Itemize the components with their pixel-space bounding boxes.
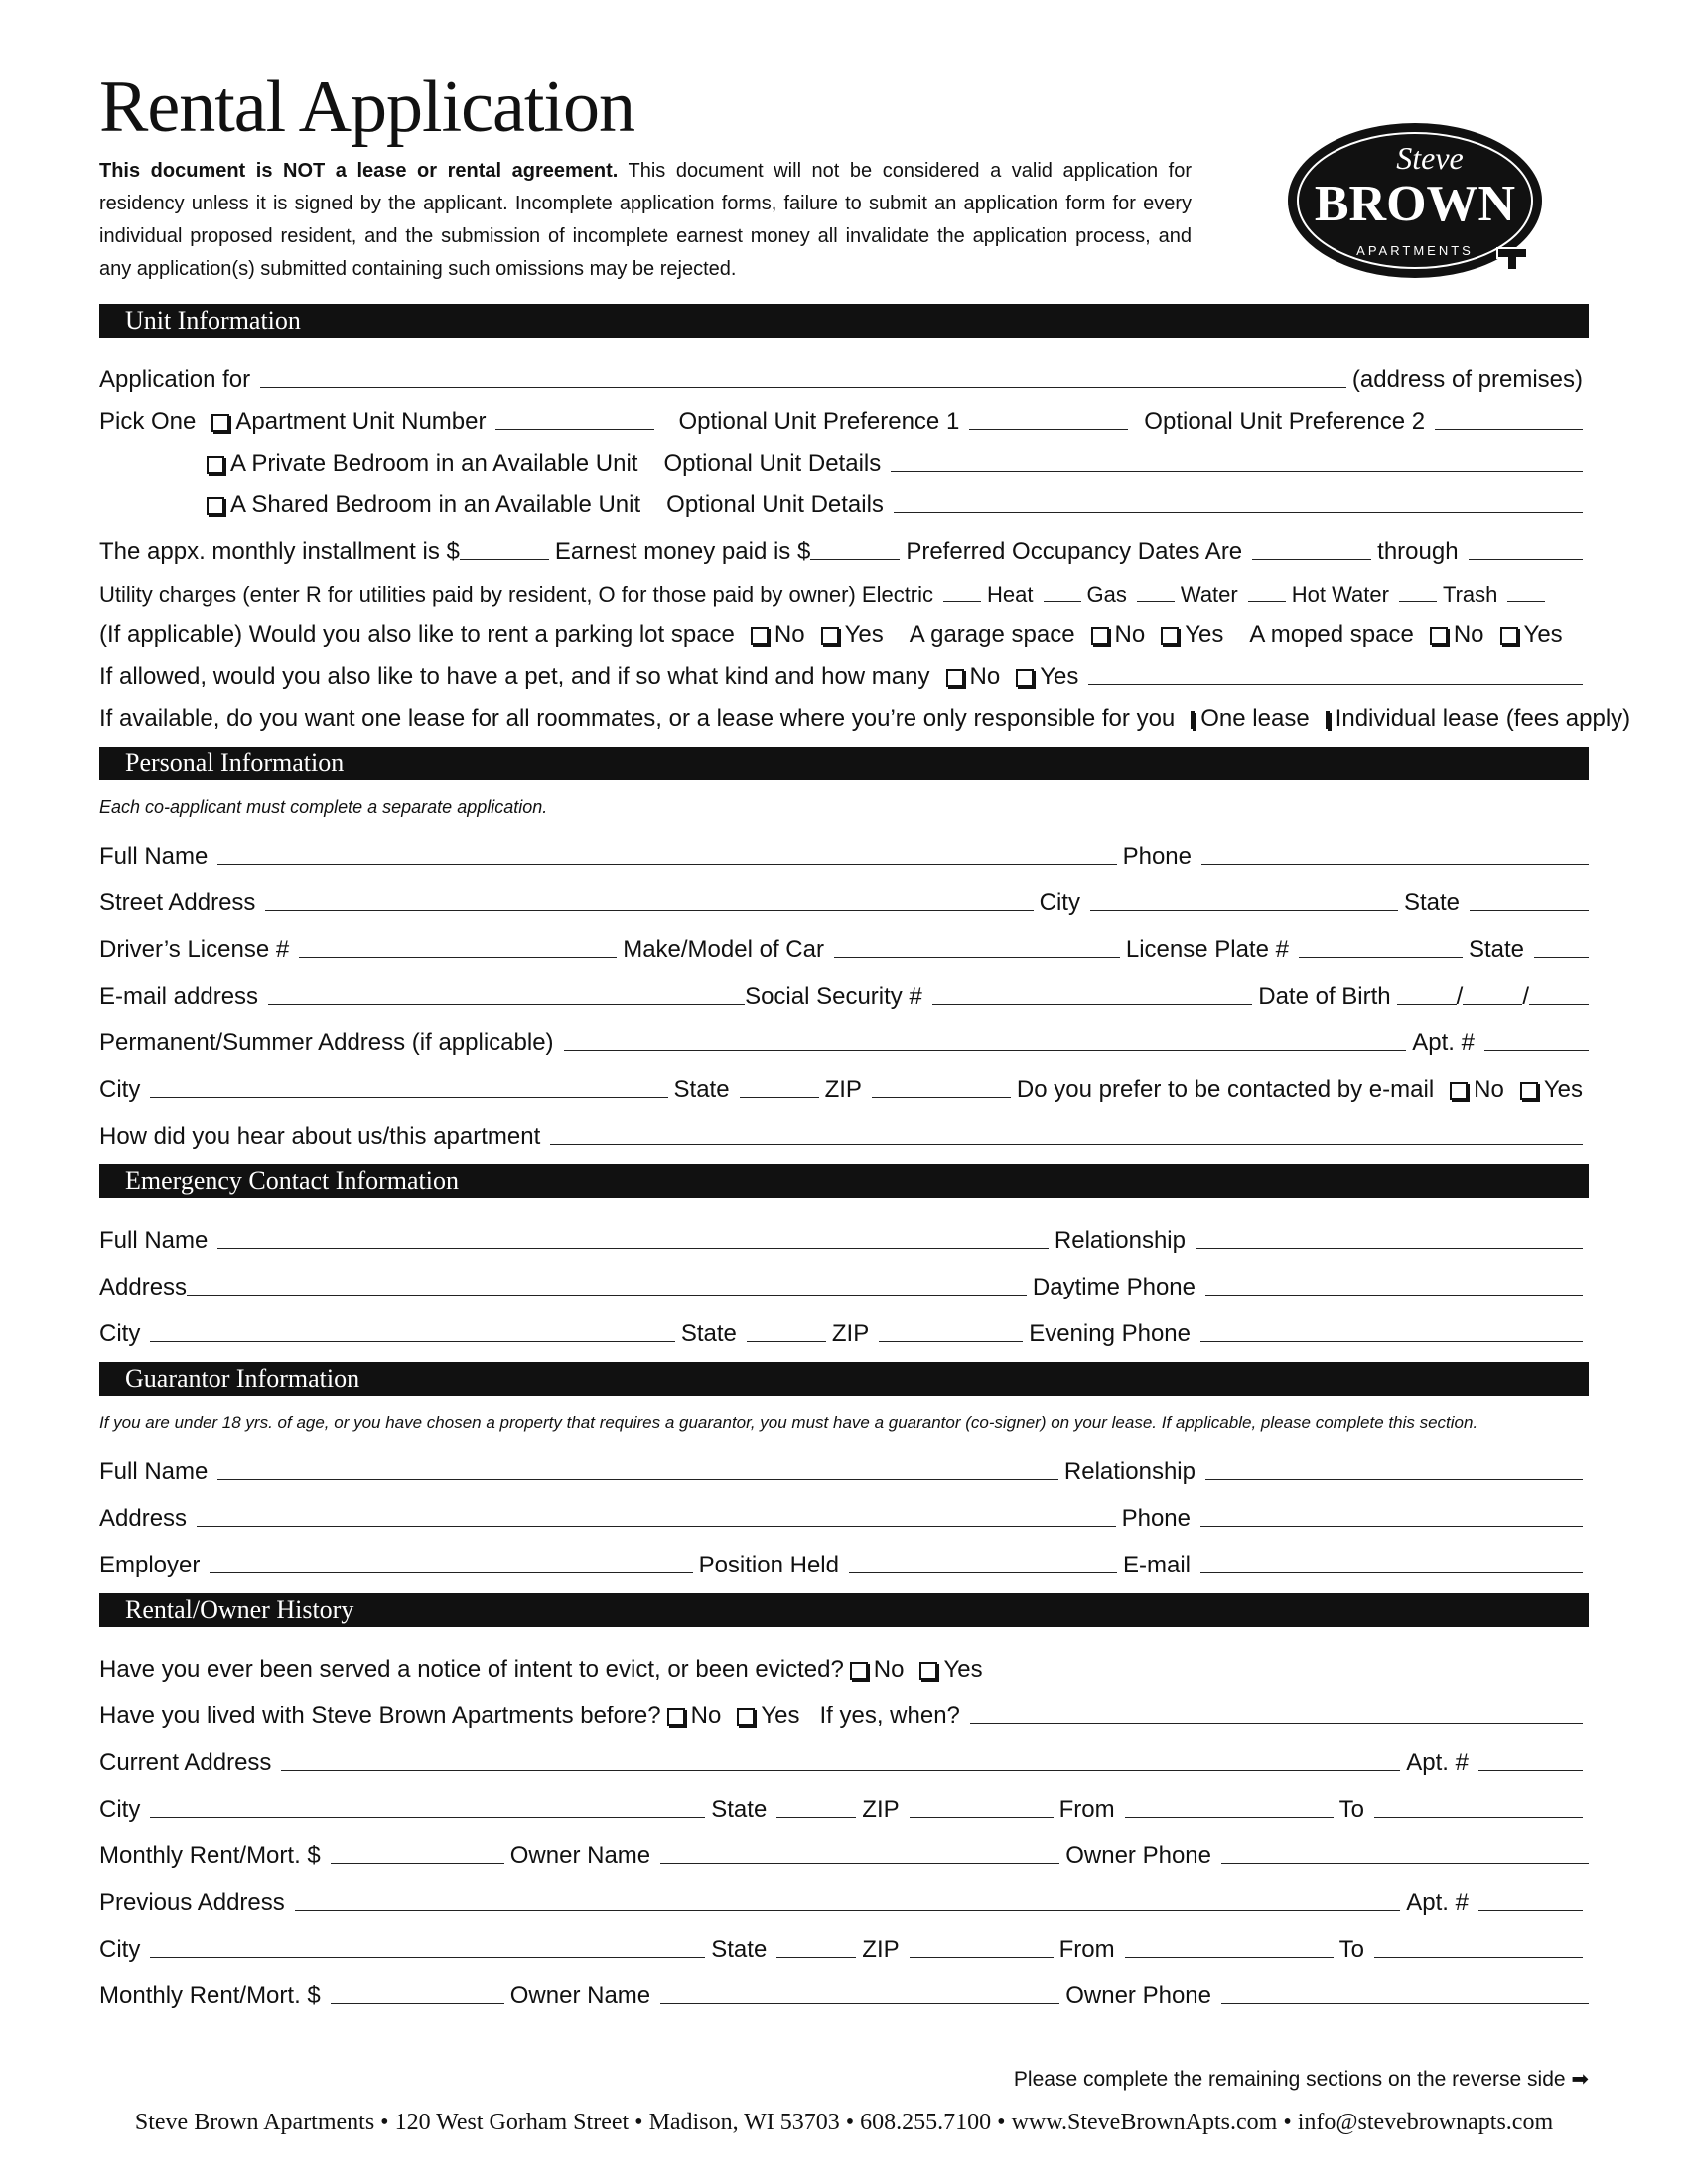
personal-name-row: Full Name Phone — [99, 824, 1589, 871]
parking-row: (If applicable) Would you also like to rent a parking lot space No Yes A garage space No Yes A moped space No Yes — [99, 620, 1563, 648]
previous-from-field[interactable] — [1125, 1937, 1334, 1958]
reverse-side-note: Please complete the remaining sections on the reverse side ➡ — [1013, 2068, 1589, 2091]
unit-pref2-field[interactable] — [1435, 409, 1583, 430]
utility-row: Utility charges (enter R for utilities paid by resident, O for those paid by owner) Electric Heat Gas Water Hot Water Trash — [99, 566, 1589, 608]
employer-field[interactable] — [210, 1553, 692, 1573]
current-rent-field[interactable] — [331, 1843, 504, 1864]
logo-brown: BROWN — [1314, 176, 1516, 232]
current-owner-field[interactable] — [660, 1843, 1059, 1864]
private-details-field[interactable] — [891, 451, 1583, 472]
current-address-row: Current Address Apt. # — [99, 1730, 1589, 1777]
guarantor-address-field[interactable] — [197, 1506, 1116, 1527]
one-lease-checkbox[interactable] — [1191, 711, 1195, 729]
evening-phone-field[interactable] — [1200, 1321, 1583, 1342]
unit-number-field[interactable] — [495, 409, 654, 430]
logo-apartments: APARTMENTS — [1356, 243, 1474, 258]
address-premises-field[interactable] — [260, 367, 1346, 388]
emergency-zip-field[interactable] — [879, 1321, 1023, 1342]
parking-no-checkbox[interactable] — [751, 627, 769, 645]
section-header-unit: Unit Information — [99, 304, 1589, 338]
current-rent-row: Monthly Rent/Mort. $ Owner Name Owner Phone — [99, 1824, 1589, 1870]
pick-one-row: Pick One Apartment Unit Number Optional Unit Preference 1 Optional Unit Preference 2 — [99, 394, 1589, 436]
previous-address-row: Previous Address Apt. # — [99, 1870, 1589, 1917]
hear-field[interactable] — [550, 1124, 1583, 1145]
previous-rent-row: Monthly Rent/Mort. $ Owner Name Owner Phone — [99, 1964, 1589, 2010]
lived-when-field[interactable] — [970, 1704, 1583, 1724]
current-owner-phone-field[interactable] — [1221, 1843, 1589, 1864]
parking-yes-checkbox[interactable] — [821, 627, 839, 645]
earnest-field[interactable] — [810, 539, 900, 560]
steve-brown-logo — [1281, 109, 1559, 293]
license-row: Driver’s License # Make/Model of Car License Plate # State — [99, 917, 1589, 964]
water-field[interactable] — [1248, 581, 1286, 602]
rental-application-form — [99, 67, 1631, 2010]
intro-paragraph — [99, 155, 1192, 286]
pet-yes-checkbox[interactable] — [1016, 669, 1034, 687]
contact-email-no-checkbox[interactable] — [1450, 1082, 1468, 1100]
moped-yes-checkbox[interactable] — [1500, 627, 1518, 645]
shared-details-field[interactable] — [894, 492, 1583, 513]
personal-city-field[interactable] — [1090, 890, 1398, 911]
pet-no-checkbox[interactable] — [946, 669, 964, 687]
private-bedroom-checkbox[interactable] — [207, 456, 224, 474]
pet-row: If allowed, would you also like to have a pet, and if so what kind and how many No Yes — [99, 649, 1589, 691]
pet-details-field[interactable] — [1088, 664, 1583, 685]
hotwater-field[interactable] — [1399, 581, 1437, 602]
section-header-history: Rental/Owner History — [99, 1593, 1589, 1627]
personal-name-field[interactable] — [217, 844, 1116, 865]
evict-yes-checkbox[interactable] — [919, 1662, 937, 1680]
garage-no-checkbox[interactable] — [1091, 627, 1109, 645]
occupancy-end-field[interactable] — [1469, 539, 1583, 560]
current-apt-field[interactable] — [1478, 1750, 1583, 1771]
previous-owner-field[interactable] — [660, 1983, 1059, 2004]
previous-state-field[interactable] — [776, 1937, 856, 1958]
evict-row: Have you ever been served a notice of intent to evict, or been evicted? No Yes — [99, 1655, 983, 1683]
shared-bedroom-row: A Shared Bedroom in an Available Unit Optional Unit Details — [99, 478, 1589, 519]
permanent-address-field[interactable] — [564, 1030, 1407, 1051]
permanent-row: Permanent/Summer Address (if applicable) Apt. # — [99, 1011, 1589, 1057]
dob-day-field[interactable] — [1463, 984, 1522, 1005]
section-header-personal: Personal Information — [99, 747, 1589, 780]
lease-row: If available, do you want one lease for all roommates, or a lease where you’re only responsible for you One lease Individual lease (fees apply) — [99, 704, 1631, 732]
guarantor-address-row: Address Phone — [99, 1486, 1589, 1533]
emergency-city-row: City State ZIP Evening Phone — [99, 1301, 1589, 1348]
section-header-emergency: Emergency Contact Information — [99, 1164, 1589, 1198]
guarantor-relationship-field[interactable] — [1205, 1459, 1583, 1480]
email-row: E-mail address Social Security # Date of Birth / / — [99, 964, 1589, 1011]
trash-field[interactable] — [1507, 581, 1545, 602]
ssn-field[interactable] — [932, 984, 1252, 1005]
current-to-field[interactable] — [1374, 1797, 1583, 1818]
previous-city-row: City State ZIP From To — [99, 1917, 1589, 1964]
guarantor-phone-field[interactable] — [1200, 1506, 1583, 1527]
installment-row: The appx. monthly installment is $ Earnest money paid is $ Preferred Occupancy Dates Are through — [99, 519, 1589, 566]
dob-year-field[interactable] — [1529, 984, 1589, 1005]
page-title: Rental Application — [99, 67, 634, 148]
current-from-field[interactable] — [1125, 1797, 1334, 1818]
daytime-phone-field[interactable] — [1205, 1275, 1583, 1296]
previous-rent-field[interactable] — [331, 1983, 504, 2004]
apartment-unit-checkbox[interactable] — [211, 414, 229, 432]
installment-field[interactable] — [460, 539, 549, 560]
evict-no-checkbox[interactable] — [850, 1662, 868, 1680]
logo-script: Steve — [1396, 140, 1464, 176]
emergency-address-row: Address Daytime Phone — [99, 1255, 1589, 1301]
personal-state-field[interactable] — [1470, 890, 1589, 911]
personal-phone-field[interactable] — [1201, 844, 1589, 865]
guarantor-name-field[interactable] — [217, 1459, 1058, 1480]
shared-bedroom-checkbox[interactable] — [207, 497, 224, 515]
moped-no-checkbox[interactable] — [1430, 627, 1448, 645]
previous-city-field[interactable] — [150, 1937, 705, 1958]
plate-field[interactable] — [1299, 937, 1463, 958]
emergency-state-field[interactable] — [747, 1321, 826, 1342]
current-address-field[interactable] — [281, 1750, 1400, 1771]
private-bedroom-row: A Private Bedroom in an Available Unit Optional Unit Details — [99, 436, 1589, 478]
lived-no-checkbox[interactable] — [667, 1708, 685, 1726]
intro-bold: This document is NOT a lease or rental agreement. — [99, 159, 619, 182]
intro-text: This document will not be considered a valid application for residency unless it is signed by the applicant. Incomplete application forms, failure to submit an application form for every individual proposed resident, and the submission of incomplete earnest money all invalidate the application process, and any application(s) submitted containing such omissions may be rejected. — [99, 159, 1192, 280]
previous-to-field[interactable] — [1374, 1937, 1583, 1958]
previous-owner-phone-field[interactable] — [1221, 1983, 1589, 2004]
emergency-city-field[interactable] — [150, 1321, 674, 1342]
guarantor-email-field[interactable] — [1200, 1553, 1583, 1573]
guarantor-note: If you are under 18 yrs. of age, or you have chosen a property that requires a guarantor, you must have a guarantor (co-signer) on your lease. If applicable, please complete this section. — [99, 1412, 1478, 1432]
permanent-state-field[interactable] — [740, 1077, 819, 1098]
license-field[interactable] — [299, 937, 617, 958]
guarantor-name-row: Full Name Relationship — [99, 1439, 1589, 1486]
personal-note: Each co-applicant must complete a separate application. — [99, 796, 548, 817]
current-state-field[interactable] — [776, 1797, 856, 1818]
garage-yes-checkbox[interactable] — [1161, 627, 1179, 645]
permanent-city-field[interactable] — [150, 1077, 667, 1098]
current-city-field[interactable] — [150, 1797, 705, 1818]
current-city-row: City State ZIP From To — [99, 1777, 1589, 1824]
permanent-zip-field[interactable] — [872, 1077, 1011, 1098]
guarantor-employer-row: Employer Position Held E-mail — [99, 1533, 1589, 1579]
emergency-relationship-field[interactable] — [1196, 1228, 1583, 1249]
heat-field[interactable] — [1044, 581, 1081, 602]
electric-field[interactable] — [943, 581, 981, 602]
lived-yes-checkbox[interactable] — [737, 1708, 755, 1726]
personal-city-row: City State ZIP Do you prefer to be contacted by e-mail No Yes — [99, 1075, 1583, 1103]
personal-street-row: Street Address City State — [99, 871, 1589, 917]
previous-zip-field[interactable] — [910, 1937, 1054, 1958]
email-field[interactable] — [268, 984, 745, 1005]
lived-row: Have you lived with Steve Brown Apartments before? No Yes If yes, when? — [99, 1684, 1589, 1730]
individual-lease-checkbox[interactable] — [1326, 711, 1330, 729]
previous-address-field[interactable] — [295, 1890, 1401, 1911]
application-for-row: Application for (address of premises) — [99, 365, 1583, 393]
key-icon — [1497, 248, 1527, 270]
street-field[interactable] — [265, 890, 1033, 911]
car-field[interactable] — [834, 937, 1120, 958]
contact-email-yes-checkbox[interactable] — [1520, 1082, 1538, 1100]
unit-pref1-field[interactable] — [969, 409, 1128, 430]
position-field[interactable] — [849, 1553, 1117, 1573]
dob-month-field[interactable] — [1397, 984, 1457, 1005]
permanent-apt-field[interactable] — [1484, 1030, 1589, 1051]
gas-field[interactable] — [1137, 581, 1175, 602]
emergency-name-row: Full Name Relationship — [99, 1208, 1589, 1255]
emergency-name-field[interactable] — [217, 1228, 1049, 1249]
footer-contact: Steve Brown Apartments • 120 West Gorham Street • Madison, WI 53703 • 608.255.7100 • www.SteveBrownApts.com • info@stevebrownapts.com — [134, 2110, 1554, 2135]
emergency-address-field[interactable] — [187, 1275, 1027, 1296]
section-header-guarantor: Guarantor Information — [99, 1362, 1589, 1396]
current-zip-field[interactable] — [910, 1797, 1054, 1818]
occupancy-start-field[interactable] — [1252, 539, 1371, 560]
previous-apt-field[interactable] — [1478, 1890, 1583, 1911]
plate-state-field[interactable] — [1534, 937, 1589, 958]
hear-row: How did you hear about us/this apartment — [99, 1104, 1589, 1151]
